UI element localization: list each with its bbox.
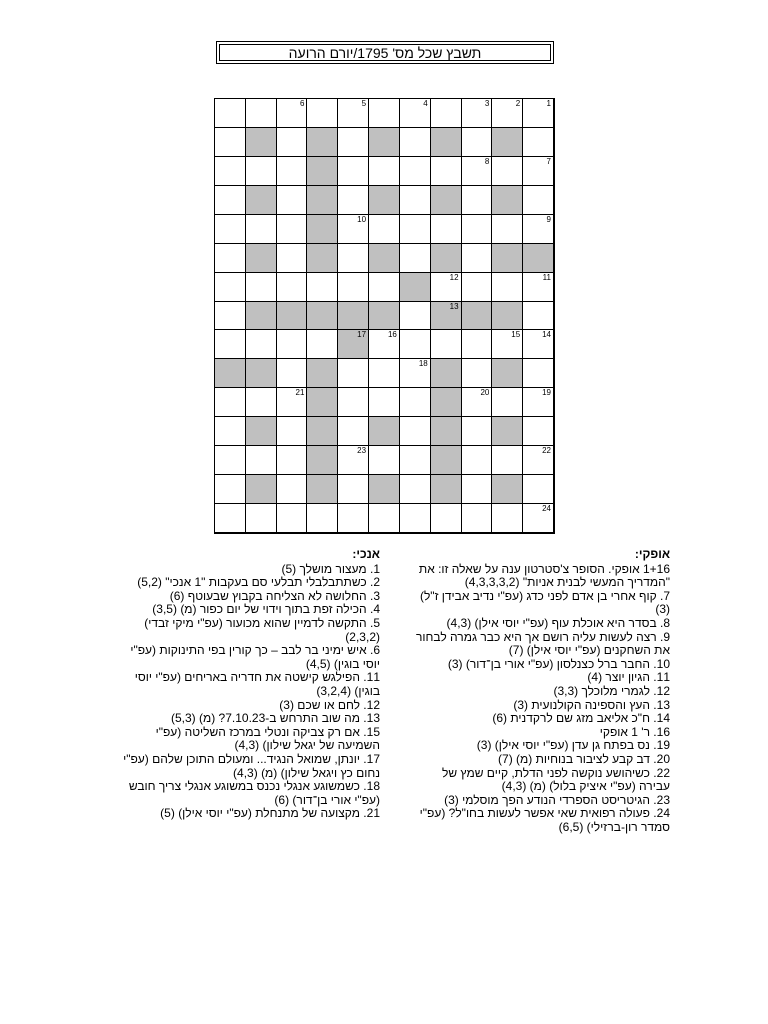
grid-cell[interactable] — [246, 446, 277, 475]
black-cell — [492, 302, 523, 331]
grid-cell[interactable] — [369, 273, 400, 302]
grid-cell[interactable] — [523, 128, 554, 157]
across-clue-list — [408, 563, 670, 835]
cell-number: 1 — [546, 99, 551, 108]
black-cell — [246, 417, 277, 446]
grid-cell[interactable] — [492, 446, 523, 475]
grid-cell[interactable] — [338, 273, 369, 302]
grid-cell[interactable] — [400, 475, 431, 504]
black-cell — [431, 128, 462, 157]
grid-cell[interactable] — [277, 504, 308, 533]
black-cell — [246, 475, 277, 504]
clue-item: 23. הגיטריסט הספרדי הנודע הפך מוסלמי (3) — [444, 792, 670, 807]
grid-cell[interactable] — [307, 99, 338, 128]
cell-number: 17 — [357, 330, 367, 340]
black-cell — [307, 128, 338, 157]
grid-cell[interactable] — [338, 244, 369, 273]
grid-cell[interactable] — [277, 157, 308, 186]
black-cell — [307, 359, 338, 388]
cell-number: 14 — [542, 330, 551, 340]
black-cell — [492, 186, 523, 215]
clue-item: 14. ח"כ אליאב מזג שם לרקדנית (6) — [492, 711, 670, 726]
grid-cell[interactable] — [277, 475, 308, 504]
grid-cell[interactable] — [215, 128, 246, 157]
cell-number: 21 — [295, 388, 305, 398]
grid-cell[interactable] — [277, 128, 308, 157]
grid-cell[interactable] — [338, 128, 369, 157]
grid-cell[interactable] — [277, 186, 308, 215]
grid-cell[interactable] — [523, 504, 554, 533]
black-cell — [307, 244, 338, 273]
grid-cell[interactable] — [431, 99, 462, 128]
grid-cell[interactable] — [338, 359, 369, 388]
black-cell — [523, 244, 554, 273]
black-cell — [307, 475, 338, 504]
grid-cell[interactable] — [431, 504, 462, 533]
clue-item: 21. מקצועה של מתנחלת (עפ"י יוסי אילן) (5) — [160, 806, 380, 821]
grid-cell[interactable] — [462, 475, 493, 504]
cell-number: 7 — [546, 156, 551, 166]
grid-cell[interactable] — [338, 446, 369, 475]
grid-cell[interactable] — [492, 273, 523, 302]
grid-cell[interactable] — [400, 99, 431, 128]
grid-cell[interactable] — [215, 302, 246, 331]
black-cell — [492, 359, 523, 388]
grid-cell[interactable] — [277, 330, 308, 359]
cell-number: 24 — [542, 504, 551, 514]
grid-cell[interactable] — [277, 273, 308, 302]
grid-cell[interactable] — [462, 128, 493, 157]
grid-cell[interactable] — [338, 186, 369, 215]
down-clue-list — [118, 563, 380, 821]
black-cell — [307, 215, 338, 244]
cell-number: 20 — [480, 388, 490, 398]
grid-cell[interactable] — [523, 388, 554, 417]
grid-cell[interactable] — [523, 475, 554, 504]
grid-cell[interactable] — [215, 99, 246, 128]
grid-cell[interactable] — [462, 215, 493, 244]
grid-cell[interactable] — [369, 388, 400, 417]
black-cell — [338, 302, 369, 331]
grid-cell[interactable] — [492, 99, 523, 128]
grid-cell[interactable] — [277, 388, 308, 417]
grid-cell[interactable] — [277, 446, 308, 475]
grid-cell[interactable] — [400, 417, 431, 446]
cell-number: 3 — [484, 99, 490, 108]
grid-cell[interactable] — [246, 215, 277, 244]
cell-number: 22 — [542, 446, 551, 456]
grid-cell[interactable] — [277, 215, 308, 244]
grid-cell[interactable] — [523, 446, 554, 475]
black-cell — [431, 446, 462, 475]
grid-cell[interactable] — [215, 157, 246, 186]
cell-number: 11 — [542, 272, 551, 282]
grid-cell[interactable] — [400, 302, 431, 331]
black-cell — [307, 302, 338, 331]
clue-item: 8. בסדר היא אוכלת עוף (עפ"י יוסי אילן) (4,3) — [446, 615, 670, 630]
cell-number: 4 — [423, 99, 428, 108]
grid-cell[interactable] — [246, 157, 277, 186]
grid-cell[interactable] — [462, 417, 493, 446]
grid-cell[interactable] — [523, 330, 554, 359]
black-cell — [492, 417, 523, 446]
crossword-grid — [214, 98, 555, 534]
black-cell — [431, 244, 462, 273]
grid-cell[interactable] — [369, 330, 400, 359]
grid-cell[interactable] — [246, 273, 277, 302]
grid-cell[interactable] — [369, 215, 400, 244]
clue-item: 12. לחם או שכם (3) — [279, 697, 380, 712]
clue-item: 13. מה שוב התרחש ב-7.10.23? (מ) (5,3) — [170, 711, 380, 726]
black-cell — [246, 359, 277, 388]
grid-cell[interactable] — [462, 359, 493, 388]
cell-number: 16 — [387, 330, 397, 340]
grid-cell[interactable] — [400, 330, 431, 359]
black-cell — [246, 302, 277, 331]
grid-cell[interactable] — [462, 388, 493, 417]
grid-cell[interactable] — [523, 359, 554, 388]
clue-item: 24. פעולה רפואית שאי אפשר לעשות בחו"ל? (עפ"י סמדר רון-ברזילי) (6,5) — [419, 806, 670, 834]
cell-number: 2 — [515, 99, 521, 108]
black-cell — [431, 417, 462, 446]
black-cell — [431, 475, 462, 504]
black-cell — [492, 244, 523, 273]
cell-number: 23 — [357, 446, 367, 456]
title-box — [216, 41, 554, 64]
cell-number: 18 — [418, 359, 428, 369]
black-cell — [431, 302, 462, 331]
grid-cell[interactable] — [400, 388, 431, 417]
grid-cell[interactable] — [523, 417, 554, 446]
cell-number: 13 — [449, 301, 459, 311]
grid-cell[interactable] — [462, 446, 493, 475]
grid-cell[interactable] — [462, 157, 493, 186]
grid-cell[interactable] — [215, 330, 246, 359]
grid-cell[interactable] — [277, 417, 308, 446]
grid-cell[interactable] — [492, 215, 523, 244]
grid-cell[interactable] — [400, 215, 431, 244]
grid-cell[interactable] — [431, 157, 462, 186]
grid-cell[interactable] — [307, 273, 338, 302]
grid-cell[interactable] — [277, 244, 308, 273]
clue-item: 4. הכילה זפת בתוך וידוי של יום כפור (מ) (3,5) — [152, 602, 380, 617]
black-cell — [431, 388, 462, 417]
grid-cell[interactable] — [462, 504, 493, 533]
grid-cell[interactable] — [215, 417, 246, 446]
grid-cell[interactable] — [400, 157, 431, 186]
grid-cell[interactable] — [400, 504, 431, 533]
black-cell — [492, 475, 523, 504]
grid-cell[interactable] — [369, 359, 400, 388]
grid-cell[interactable] — [462, 330, 493, 359]
grid-cell[interactable] — [431, 273, 462, 302]
clue-item: 19. נס בפתח גן עדן (עפ"י יוסי אילן) (3) — [476, 738, 670, 753]
clue-item: 11. הגיון יוצר (4) — [587, 670, 670, 685]
black-cell — [369, 186, 400, 215]
cell-number: 6 — [299, 99, 305, 108]
grid-cell[interactable] — [338, 388, 369, 417]
grid-cell[interactable] — [215, 244, 246, 273]
clue-item: 18. כשמשוגע אנגלי נכנס במשוגע אנגלי צריך חובש (עפ"י אורי בן־דור) (6) — [128, 779, 380, 807]
grid-cell[interactable] — [215, 186, 246, 215]
grid-cell[interactable] — [307, 504, 338, 533]
grid-cell[interactable] — [523, 273, 554, 302]
grid-cell[interactable] — [492, 157, 523, 186]
clue-item: 15. אם רק צביקה ונטלי במרכז השליטה (עפ"י השמיעה של יגאל שילון) (4,3) — [155, 724, 380, 753]
black-cell — [431, 186, 462, 215]
grid-cell[interactable] — [215, 504, 246, 533]
grid-cell[interactable] — [462, 186, 493, 215]
grid-cell[interactable] — [215, 475, 246, 504]
grid-cell[interactable] — [338, 417, 369, 446]
clue-item: 9. רצה לעשות עליה רושם אך היא כבר גמרה לבחור את השחקנים (עפ"י יוסי אילן) (7) — [415, 629, 670, 658]
grid-cell[interactable] — [492, 388, 523, 417]
black-cell — [462, 302, 493, 331]
clue-item: 22. כשיהושע נוקשה לפני הדלת, קיים שמץ של עבירה (עפ"י איציק בלול) (מ) (4,3) — [441, 765, 670, 794]
down-heading: אנכי: — [352, 547, 380, 561]
clue-item: 20. דב קבע לציבור בנוחיות (מ) (7) — [498, 751, 670, 766]
grid-cell[interactable] — [492, 330, 523, 359]
grid-cell[interactable] — [523, 302, 554, 331]
black-cell — [369, 475, 400, 504]
grid-cell[interactable] — [462, 99, 493, 128]
grid-cell[interactable] — [369, 157, 400, 186]
grid-cell[interactable] — [338, 215, 369, 244]
black-cell — [246, 128, 277, 157]
grid-cell[interactable] — [246, 99, 277, 128]
grid-cell[interactable] — [277, 99, 308, 128]
clue-item: 17. יונתן, שמואל הנגיד... ומעולם התוכן שלהם (עפ"י נחום כץ ויגאל שילון) (מ) (4,3) — [123, 751, 380, 780]
grid-cell[interactable] — [215, 446, 246, 475]
clue-item: 13. העץ והספינה הקולנועית (3) — [513, 697, 670, 712]
clue-item: 2. כשתתבלבלי תבלעי סם בעקבות "1 אנכי" (5,2) — [137, 575, 380, 590]
grid-cell[interactable] — [523, 99, 554, 128]
cell-number: 8 — [484, 156, 490, 166]
grid-cell[interactable] — [307, 330, 338, 359]
black-cell — [369, 302, 400, 331]
across-clues — [408, 548, 670, 834]
black-cell — [369, 244, 400, 273]
cell-number: 10 — [357, 214, 367, 224]
black-cell — [307, 186, 338, 215]
clue-item: 16. ר' 1 אופקי — [599, 724, 670, 739]
grid-cell[interactable] — [523, 215, 554, 244]
grid-cell[interactable] — [369, 504, 400, 533]
black-cell — [307, 388, 338, 417]
cell-number: 19 — [542, 388, 551, 398]
clue-item: 12. לגמרי מלוכלך (3,3) — [553, 683, 670, 698]
black-cell — [246, 244, 277, 273]
black-cell — [307, 446, 338, 475]
grid-cell[interactable] — [338, 504, 369, 533]
black-cell — [492, 128, 523, 157]
grid-cell[interactable] — [246, 504, 277, 533]
black-cell — [246, 186, 277, 215]
grid-cell[interactable] — [400, 359, 431, 388]
clue-item: 10. החבר ברל כצנלסון (עפ"י אורי בן־דור) (3) — [447, 656, 670, 671]
grid-cell[interactable] — [215, 273, 246, 302]
cell-number: 12 — [449, 272, 459, 282]
cell-number: 15 — [511, 330, 521, 340]
grid-cell[interactable] — [523, 157, 554, 186]
grid-cell[interactable] — [400, 128, 431, 157]
black-cell — [338, 330, 369, 359]
black-cell — [307, 417, 338, 446]
clue-item: 1. מעצור מושלך (5) — [281, 561, 380, 576]
black-cell — [400, 273, 431, 302]
black-cell — [215, 359, 246, 388]
clue-item: 3. החלושה לא הצליחה בקבוץ שבעוטף (6) — [169, 588, 380, 603]
black-cell — [307, 157, 338, 186]
grid-cell[interactable] — [369, 99, 400, 128]
grid-cell[interactable] — [215, 388, 246, 417]
grid-cell[interactable] — [277, 359, 308, 388]
black-cell — [277, 302, 308, 331]
clue-item: 1+16 אופקי. הסופר צ'סטרטון ענה על שאלה זו: את "המדריך המעשי לבנית אניות" (4,3,3,3,2) — [418, 561, 670, 590]
grid-cell[interactable] — [246, 388, 277, 417]
cell-number: 9 — [546, 214, 551, 224]
grid-cell[interactable] — [338, 475, 369, 504]
grid-cell[interactable] — [400, 446, 431, 475]
black-cell — [369, 128, 400, 157]
grid-cell[interactable] — [431, 330, 462, 359]
grid-cell[interactable] — [462, 273, 493, 302]
across-heading: אופקי: — [634, 547, 670, 561]
grid-cell[interactable] — [215, 215, 246, 244]
grid-cell[interactable] — [462, 244, 493, 273]
grid-cell[interactable] — [369, 446, 400, 475]
cell-number: 5 — [361, 99, 367, 108]
grid-cell[interactable] — [338, 99, 369, 128]
clue-item: 6. איש ימיני בר לבב – כך קורין בפי התינוקות (עפ"י יוסי בוגין) (4,5) — [130, 643, 380, 671]
puzzle-title: תשבץ שכל מס' 1795/יורם הרועה — [219, 44, 551, 61]
clue-item: 5. התקשה לדמיין שהוא מכועור (עפ"י מיקי זבדי) (2,3,2) — [144, 615, 380, 644]
down-clues — [118, 548, 380, 821]
clue-item: 7. קוף אחרי בן אדם לפני כדג (עפ"י נדיב אבידן ז"ל) (3) — [419, 588, 670, 617]
grid-cell[interactable] — [338, 157, 369, 186]
grid-cell[interactable] — [523, 186, 554, 215]
grid-cell[interactable] — [492, 504, 523, 533]
black-cell — [369, 417, 400, 446]
grid-cell[interactable] — [400, 244, 431, 273]
black-cell — [431, 359, 462, 388]
clue-item: 11. הפילגש קישטה את חדריה באריחים (עפ"י יוסי בוגין) (3,2,4) — [134, 670, 380, 698]
grid-cell[interactable] — [400, 186, 431, 215]
grid-cell[interactable] — [431, 215, 462, 244]
grid-cell[interactable] — [246, 330, 277, 359]
